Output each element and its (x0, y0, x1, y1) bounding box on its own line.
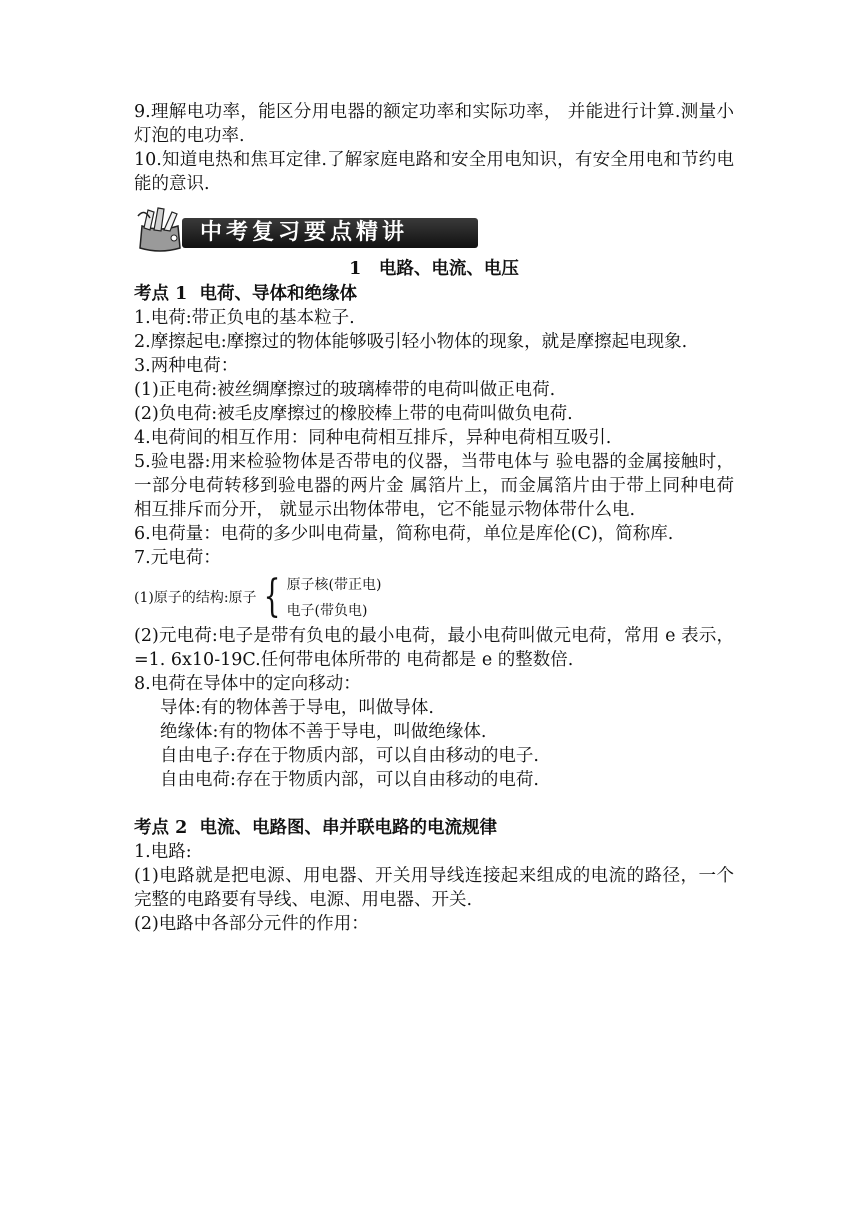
def-free-charge: 自由电荷:存在于物质内部，可以自由移动的电荷. (160, 770, 539, 790)
kp1-item-6: 6.电荷量：电荷的多少叫电荷量，简称电荷，单位是库伦(C)，简称库. (134, 524, 674, 544)
document-page (134, 100, 734, 936)
atom-structure-diagram (134, 572, 734, 622)
kp1-item-1: 1.电荷:带正负电的基本粒子. (134, 308, 355, 328)
kp2-item-1-2: (2)电路中各部分元件的作用： (134, 914, 369, 934)
kp1-item-4: 4.电荷间的相互作用：同种电荷相互排斥，异种电荷相互吸引. (134, 428, 612, 448)
kp1-item-5: 5.验电器:用来检验物体是否带电的仪器，当带电体与 验电器的金属接触时，一部分电荷转移到验电器的两片金 属箔片上，而金属箔片由于带上同种电荷相互排斥而分开， 就显示出物体带电，它不能显示物体带什么电. (134, 452, 734, 520)
kp2-item-1: 1.电路: (134, 842, 192, 862)
kp1-item-7: 7.元电荷： (134, 548, 221, 568)
kp2-title: 考点 2 电流、电路图、串并联电路的电流规律 (134, 818, 497, 838)
kp1-item-2: 2.摩擦起电:摩擦过的物体能够吸引轻小物体的现象，就是摩擦起电现象. (134, 332, 688, 352)
books-pencil-icon (134, 204, 186, 254)
kp1-item-8: 8.电荷在导体中的定向移动： (134, 674, 361, 694)
intro-paragraph-9: 9.理解电功率，能区分用电器的额定功率和实际功率， 并能进行计算.测量小灯泡的电功率. (134, 102, 734, 146)
kp1-item-7-2: (2)元电荷:电子是带有负电的最小电荷，最小电荷叫做元电荷，常用 e 表示，=1. 6x10-19C.任何带电体所带的 电荷都是 e 的整数倍. (134, 626, 734, 670)
def-free-electron: 自由电子:存在于物质内部，可以自由移动的电子. (160, 746, 539, 766)
atom-structure-label: (1)原子的结构:原子 (134, 590, 257, 606)
banner-title: 中考复习要点精讲 (200, 220, 409, 245)
section-title: 1 电路、电流、电压 (349, 259, 519, 279)
def-conductor: 导体:有的物体善于导电，叫做导体. (160, 698, 434, 718)
kp1-item-3-1: (1)正电荷:被丝绸摩擦过的玻璃棒带的电荷叫做正电荷. (134, 380, 556, 400)
branch-electron: 电子(带负电) (286, 603, 368, 619)
kp1-item-3: 3.两种电荷： (134, 356, 239, 376)
section-banner (134, 204, 734, 254)
kp1-item-3-2: (2)负电荷:被毛皮摩擦过的橡胶棒上带的电荷叫做负电荷. (134, 404, 573, 424)
brace-symbol: { (263, 571, 280, 622)
branch-nucleus: 原子核(带正电) (286, 577, 382, 593)
def-insulator: 绝缘体:有的物体不善于导电，叫做绝缘体. (160, 722, 487, 742)
kp1-title: 考点 1 电荷、导体和绝缘体 (134, 284, 357, 304)
atom-structure-branches (287, 574, 382, 620)
intro-paragraph-10: 10.知道电热和焦耳定律.了解家庭电路和安全用电知识，有安全用电和节约电能的意识. (134, 150, 734, 194)
kp2-item-1-1: (1)电路就是把电源、用电器、开关用导线连接起来组成的电流的路径，一个完整的电路要有导线、电源、用电器、开关. (134, 866, 734, 910)
